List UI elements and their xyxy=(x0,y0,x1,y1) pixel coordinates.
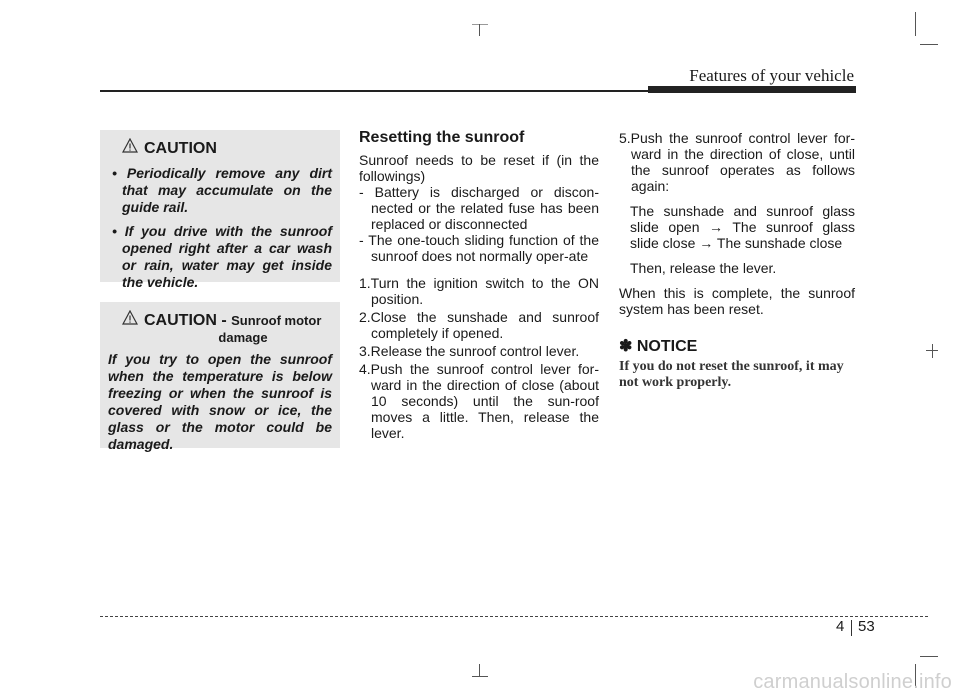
crop-mark-right-center xyxy=(932,344,933,358)
caution-bullet-text: If you drive with the sunroof opened right after a car wash or rain, water may get inside the vehicle. xyxy=(122,223,332,290)
step-item: 3.Release the sunroof control lever. xyxy=(359,343,580,359)
crop-mark-top-right-v xyxy=(915,12,916,36)
condition-item: - Battery is discharged or discon-nected or the related fuse has been replaced or disconnected xyxy=(359,184,599,232)
step-item: 5.Push the sunroof control lever for-ward in the direction of close, until the sunroof operates as follows again: xyxy=(619,130,855,194)
caution-box-motor-damage xyxy=(100,302,340,452)
reset-complete-text: When this is complete, the sunroof system has been reset. xyxy=(619,285,855,317)
condition-item: - The one-touch sliding function of the sunroof does not normally oper-ate xyxy=(359,232,599,264)
reset-instructions-column xyxy=(359,130,599,441)
crop-mark-bottom-right-h xyxy=(920,656,938,657)
caution-heading xyxy=(122,140,332,158)
step-item: 1.Turn the ignition switch to the ON position. xyxy=(359,275,599,307)
step-detail: The sunshade and sunroof glass slide open → The sunroof glass slide close → The sunshade close xyxy=(630,203,855,251)
notice-body: If you do not reset the sunroof, it may not work properly. xyxy=(619,359,844,390)
page-number-divider xyxy=(851,620,852,636)
caution-title xyxy=(144,312,321,330)
crop-mark-bottom-center-arm xyxy=(472,676,488,677)
step-item: 2.Close the sunshade and sunroof completely if opened. xyxy=(359,309,599,341)
page-number: 53 xyxy=(858,618,875,635)
warning-icon xyxy=(122,310,138,326)
crop-mark-top-center xyxy=(479,24,480,36)
caution-bullet-text: Periodically remove any dirt that may accumulate on the guide rail. xyxy=(122,165,332,215)
notice-title: ✽ NOTICE xyxy=(619,338,698,355)
crop-mark-right-center-arm xyxy=(926,350,938,351)
section-title: Resetting the sunroof xyxy=(359,129,525,146)
header-title: Features of your vehicle xyxy=(689,66,854,85)
crop-mark-bottom-center xyxy=(479,664,480,676)
caution-title-main: CAUTION - xyxy=(144,312,227,329)
watermark: carmanualsonline.info xyxy=(753,671,952,693)
caution-heading xyxy=(122,312,332,330)
caution-bullet: • Periodically remove any dirt that may accumulate on the guide rail. xyxy=(112,165,332,215)
reset-continued-column xyxy=(619,130,855,391)
caution-bullet: • If you drive with the sunroof opened right after a car wash or rain, water may get inside the vehicle. xyxy=(112,223,332,290)
caution-title: CAUTION xyxy=(144,140,217,157)
section-intro: Sunroof needs to be reset if (in the followings) xyxy=(359,152,599,184)
caution-box-guide-rail xyxy=(100,130,340,290)
caution-body: If you try to open the sunroof when the temperature is below freezing or when the sunroof is covered with snow or ice, the glass or the motor could be damaged. xyxy=(108,351,332,452)
step-release: Then, release the lever. xyxy=(630,260,777,276)
footer-rule xyxy=(100,616,928,617)
crop-mark-top-right-h xyxy=(920,44,938,45)
warning-icon xyxy=(122,138,138,154)
header-tab-bar xyxy=(648,86,856,93)
page-section-number: 4 xyxy=(836,618,845,635)
step-item: 4.Push the sunroof control lever for-ward in the direction of close (about 10 seconds) until the sun-roof moves a little. Then, release the lever. xyxy=(359,361,599,441)
crop-mark-top-center-arm xyxy=(472,24,488,25)
caution-subtitle-line2: damage xyxy=(218,330,268,345)
caution-subtitle: Sunroof motor xyxy=(231,313,322,328)
